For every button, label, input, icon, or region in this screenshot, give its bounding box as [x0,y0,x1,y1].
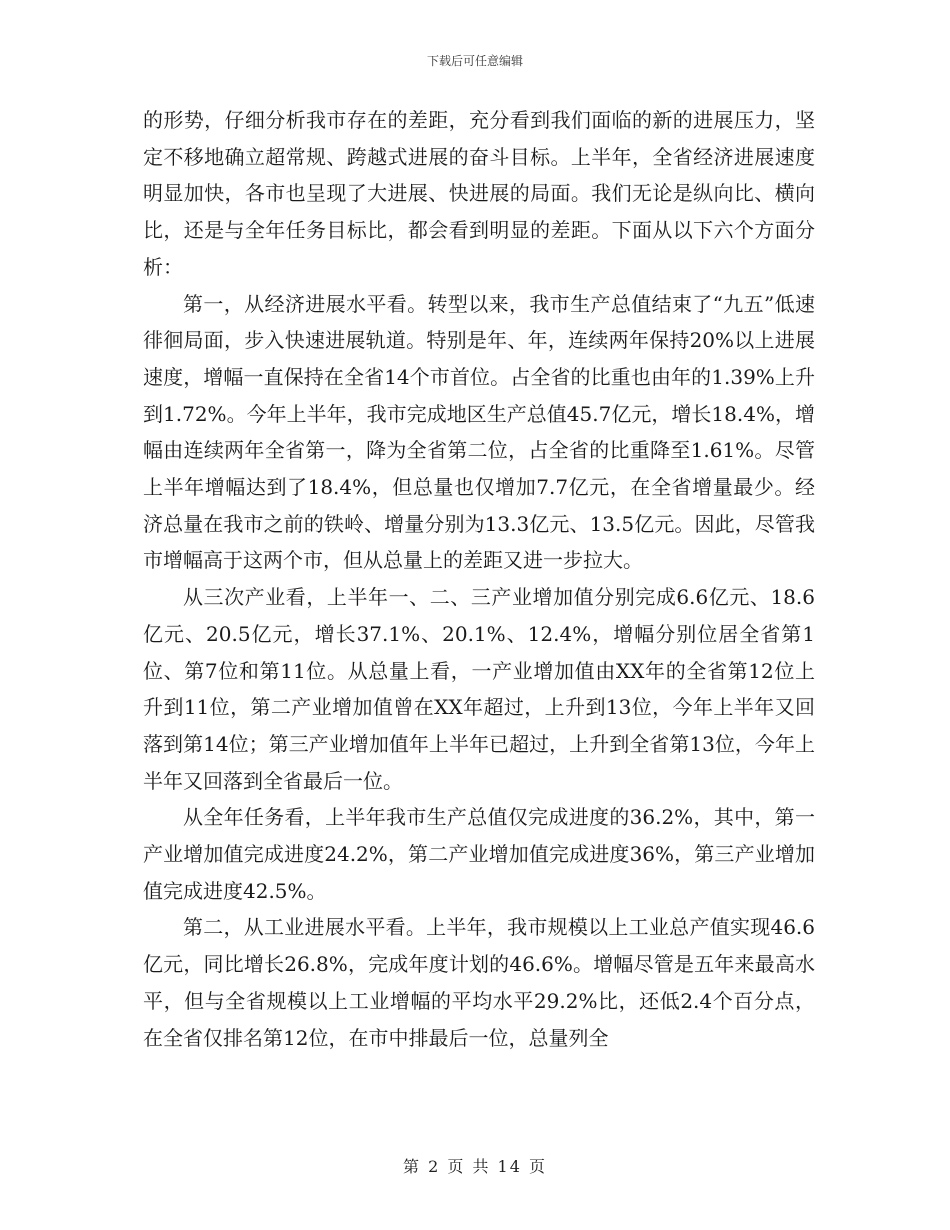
footer-total-pages: 14 [497,1157,522,1176]
paragraph-annual-task: 从全年任务看，上半年我市生产总值仅完成进度的36.2%，其中，第一产业增加值完成进度24.2%，第二产业增加值完成进度36%，第三产业增加值完成进度42.5%。 [143,805,815,903]
page-footer [0,1154,950,1177]
paragraph-intro: 的形势，仔细分析我市存在的差距，充分看到我们面临的新的进展压力，坚定不移地确立超常规、跨越式进展的奋斗目标。上半年，全省经济进展速度明显加快，各市也呈现了大进展、快进展的局面。我们无论是纵向比、横向比，还是与全年任务目标比，都会看到明显的差距。下面从以下六个方面分析： [143,108,815,279]
footer-label-of: 页 共 [447,1157,491,1176]
document-body [143,102,815,1056]
paragraph-economy: 第一，从经济进展水平看。转型以来，我市生产总值结束了“九五”低速徘徊局面，步入快速进展轨道。特别是年、年，连续两年保持20%以上进展速度，增幅一直保持在全省14个市首位。占全省的比重也由年的1.39%上升到1.72%。今年上半年，我市完成地区生产总值45.7亿元，增长18.4%，增幅由连续两年全省第一，降为全省第二位，占全省的比重降至1.61%。尽管上半年增幅达到了18.4%，但总量也仅增加7.7亿元，在全省增量最少。经济总量在我市之前的铁岭、增量分别为13.3亿元、13.5亿元。因此，尽管我市增幅高于这两个市，但从总量上的差距又进一步拉大。 [143,291,815,573]
footer-current-page: 2 [428,1157,441,1176]
footer-label-end: 页 [529,1157,548,1176]
footer-label-page: 第 [402,1157,421,1176]
paragraph-industries: 从三次产业看，上半年一、二、三产业增加值分别完成6.6亿元、18.6亿元、20.5亿元，增长37.1%、20.1%、12.4%，增幅分别位居全省第1位、第7位和第11位。从总量上看，一产业增加值由XX年的全省第12位上升到11位，第二产业增加值曾在XX年超过，上升到13位，今年上半年又回落到第14位；第三产业增加值年上半年已超过，上升到全省第13位，今年上半年又回落到全省最后一位。 [143,585,815,793]
page-header: 下载后可任意编辑 [426,54,523,68]
paragraph-industrial: 第二，从工业进展水平看。上半年，我市规模以上工业总产值实现46.6亿元，同比增长26.8%，完成年度计划的46.6%。增幅尽管是五年来最高水平，但与全省规模以上工业增幅的平均水平29.2%比，还低2.4个百分点，在全省仅排名第12位，在市中排最后一位，总量列全 [143,915,815,1050]
